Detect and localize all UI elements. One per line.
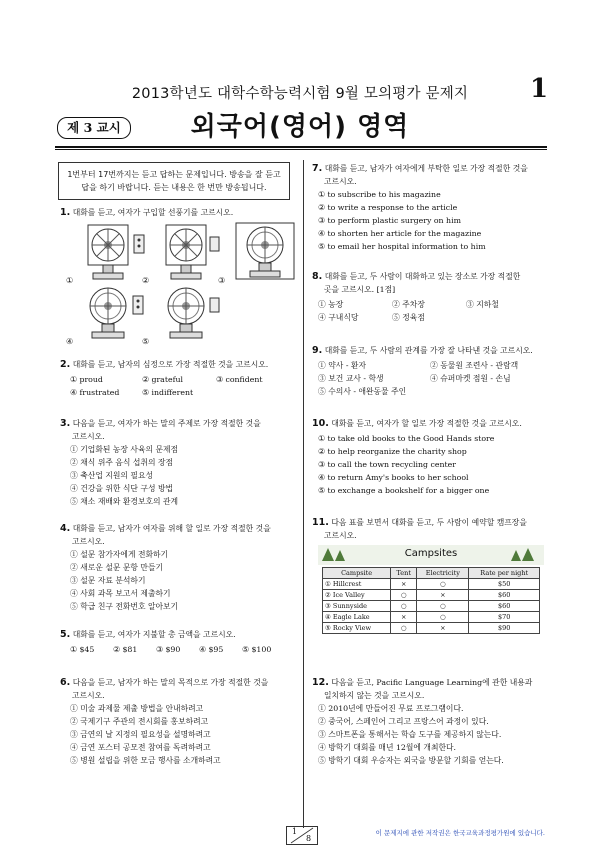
- question-text: 다음을 듣고, Pacific Language Learning에 관한 내용과: [331, 678, 533, 687]
- option-2[interactable]: ② $81: [113, 645, 138, 654]
- header-rule-thin: [55, 149, 547, 150]
- question-number: 11.: [312, 517, 329, 528]
- table-cell: $50: [469, 579, 540, 590]
- question-9: [312, 344, 552, 357]
- option-1[interactable]: ① 약사 - 환자: [318, 361, 366, 370]
- current-page: 1: [292, 827, 298, 836]
- table-cell: ○: [417, 612, 469, 623]
- table-cell: ○: [391, 623, 417, 634]
- table-cell: ×: [417, 590, 469, 601]
- table-cell: ⑤ Rocky View: [323, 623, 391, 634]
- option-5[interactable]: ⑤ to exchange a bookshelf for a bigger one: [318, 486, 490, 495]
- question-2: [60, 358, 300, 371]
- option-3[interactable]: ③ 보건 교사 - 학생: [318, 374, 384, 383]
- listening-notice: 1번부터 17번까지는 듣고 답하는 문제입니다. 방송을 잘 듣고 답을 하기 바랍니다. 듣는 내용은 한 번만 방송됩니다.: [58, 162, 290, 200]
- option-3[interactable]: ③ 스마트폰을 통해서는 학습 도구를 제공하지 않는다.: [318, 730, 502, 739]
- question-3: [60, 417, 300, 443]
- question-number: 4.: [60, 523, 71, 534]
- question-number: 5.: [60, 629, 71, 640]
- question-text: 다음을 듣고, 남자가 하는 말의 목적으로 가장 적절한 것을: [72, 678, 269, 687]
- table-row[interactable]: [323, 623, 540, 634]
- option-1[interactable]: ① to take old books to the Good Hands store: [318, 434, 495, 443]
- option-2[interactable]: ② 새로운 설문 문항 만들기: [70, 563, 164, 572]
- option-2[interactable]: ② to write a response to the article: [318, 203, 458, 212]
- column-header: Campsite: [323, 568, 391, 579]
- option-1[interactable]: ① $45: [70, 645, 95, 654]
- option-5[interactable]: ⑤ 수의사 - 애완동물 주인: [318, 387, 407, 396]
- option-2[interactable]: ② 채식 위주 음식 섭취의 장점: [70, 458, 174, 467]
- question-12: [312, 676, 552, 702]
- option-2[interactable]: ② grateful: [142, 375, 183, 384]
- question-text: 대화를 듣고, 남자가 여자에게 부탁한 일로 가장 적절한 것을: [324, 164, 528, 173]
- table-cell: $60: [469, 590, 540, 601]
- option-4[interactable]: ④ 금연 포스터 공모전 참여를 독려하려고: [70, 743, 211, 752]
- question-number: 9.: [312, 345, 323, 356]
- round-fan-image: [230, 221, 300, 283]
- copyright-notice: 이 문제지에 관한 저작권은 한국교육과정평가원에 있습니다.: [375, 829, 545, 837]
- option-label: ③: [218, 276, 226, 285]
- option-4[interactable]: ④ $95: [199, 645, 224, 654]
- column-header: Rate per night: [469, 568, 540, 579]
- period-label: 제 3 교시: [57, 117, 131, 139]
- option-4[interactable]: ④ 슈퍼마켓 점원 - 손님: [430, 374, 511, 383]
- option-5[interactable]: ⑤ 학급 친구 전화번호 알아보기: [70, 602, 179, 611]
- question-1: [60, 206, 300, 219]
- question-number: 10.: [312, 418, 329, 429]
- table-row[interactable]: [323, 601, 540, 612]
- option-5[interactable]: ⑤ to email her hospital information to him: [318, 242, 486, 251]
- campsites-table: [322, 567, 540, 634]
- option-4[interactable]: ④ 사회 과목 보고서 제출하기: [70, 589, 171, 598]
- question-text: 대화를 듣고, 남자의 심정으로 가장 적절한 것을 고르시오.: [72, 360, 269, 369]
- table-row[interactable]: [323, 590, 540, 601]
- question-text-cont: 고르시오.: [72, 537, 105, 546]
- column-header: Tent: [391, 568, 417, 579]
- question-6: [60, 676, 300, 702]
- option-1[interactable]: ① proud: [70, 375, 103, 384]
- question-11: [312, 516, 552, 542]
- table-cell: ×: [391, 579, 417, 590]
- column-header: Electricity: [417, 568, 469, 579]
- question-text: 대화를 듣고, 여자가 지불할 총 금액을 고르시오.: [72, 630, 236, 639]
- round-fan-timer-image: [78, 282, 148, 344]
- table-cell: $60: [469, 601, 540, 612]
- fan-option-1: [66, 221, 148, 287]
- option-2[interactable]: ② 동물원 조련사 - 관람객: [430, 361, 519, 370]
- option-label: ⑤: [142, 337, 150, 346]
- table-cell: ② Ice Valley: [323, 590, 391, 601]
- question-text: 대화를 듣고, 남자가 여자를 위해 할 일로 가장 적절한 것을: [72, 524, 271, 533]
- question-text-cont: 곳을 고르시오. [1점]: [324, 285, 396, 294]
- option-5[interactable]: ⑤ $100: [242, 645, 272, 654]
- table-cell: ① Hillcrest: [323, 579, 391, 590]
- question-text: 대화를 듣고, 여자가 구입할 선풍기를 고르시오.: [72, 208, 234, 217]
- table-cell: ④ Eagle Lake: [323, 612, 391, 623]
- option-4[interactable]: ④ to return Amy's books to her school: [318, 473, 469, 482]
- question-text: 다음을 듣고, 여자가 하는 말의 주제로 가장 적절한 것을: [72, 419, 261, 428]
- option-1[interactable]: ① 기업화된 농장 사육의 문제점: [70, 445, 179, 454]
- round-fan-remote-image: [154, 282, 224, 344]
- question-text: 대화를 듣고, 여자가 할 일로 가장 적절한 것을 고르시오.: [331, 419, 522, 428]
- option-5[interactable]: ⑤ indifferent: [142, 388, 194, 397]
- question-4: [60, 522, 300, 548]
- table-cell: ○: [417, 579, 469, 590]
- table-cell: ○: [391, 601, 417, 612]
- page-number: 1: [530, 74, 549, 104]
- table-row[interactable]: [323, 579, 540, 590]
- option-3[interactable]: ③ 설문 자료 분석하기: [70, 576, 146, 585]
- table-cell: ○: [417, 601, 469, 612]
- question-number: 1.: [60, 207, 71, 218]
- option-5[interactable]: ⑤ 병원 설립을 위한 모금 행사를 소개하려고: [70, 756, 221, 765]
- question-text: 대화를 듣고, 두 사람의 관계를 가장 잘 나타낸 것을 고르시오.: [324, 346, 533, 355]
- table-cell: ○: [391, 590, 417, 601]
- option-label: ①: [66, 276, 74, 285]
- fan-option-3: [218, 221, 300, 287]
- question-text-cont: 고르시오.: [72, 691, 105, 700]
- header-rule: [55, 146, 547, 148]
- exam-title: 2013학년도 대학수학능력시험 9월 모의평가 문제지: [131, 86, 469, 102]
- fan-option-4: [66, 282, 148, 348]
- question-7: [312, 162, 552, 188]
- option-2[interactable]: ② 중국어, 스페인어 그리고 프랑스어 과정이 있다.: [318, 717, 489, 726]
- option-4[interactable]: ④ 방학기 대회를 매년 12월에 개최한다.: [318, 743, 457, 752]
- question-text-cont: 일치하지 않는 것을 고르시오.: [324, 691, 425, 700]
- option-3[interactable]: ③ to call the town recycling center: [318, 460, 456, 469]
- question-text-cont: 고르시오.: [324, 531, 357, 540]
- option-3[interactable]: ③ $90: [156, 645, 181, 654]
- table-row[interactable]: [323, 612, 540, 623]
- option-2[interactable]: ② 주차장: [392, 300, 425, 309]
- option-4[interactable]: ④ to shorten her article for the magazine: [318, 229, 482, 238]
- option-2[interactable]: ② to help reorganize the charity shop: [318, 447, 467, 456]
- option-3[interactable]: ③ 금연의 날 지정의 필요성을 설명하려고: [70, 730, 211, 739]
- option-5[interactable]: ⑤ 채소 재배와 환경보호의 관계: [70, 497, 179, 506]
- question-number: 12.: [312, 677, 329, 688]
- option-3[interactable]: ③ to perform plastic surgery on him: [318, 216, 461, 225]
- option-2[interactable]: ② 국제기구 주관의 전시회를 홍보하려고: [70, 717, 209, 726]
- box-fan-timer-image: [78, 221, 148, 283]
- question-8: [312, 270, 552, 296]
- question-text: 대화를 듣고, 두 사람이 대화하고 있는 장소로 가장 적절한: [324, 272, 521, 281]
- option-1[interactable]: ① to subscribe to his magazine: [318, 190, 441, 199]
- option-5[interactable]: ⑤ 방학기 대회 우승자는 외국을 방문할 기회를 얻는다.: [318, 756, 504, 765]
- column-divider: [303, 160, 304, 828]
- option-4[interactable]: ④ 건강을 위한 식단 구성 방법: [70, 484, 174, 493]
- question-number: 7.: [312, 163, 323, 174]
- option-1[interactable]: ① 농장: [318, 300, 344, 309]
- table-title: Campsites: [404, 548, 458, 559]
- option-3[interactable]: ③ 지하철: [466, 300, 499, 309]
- fan-option-5: [142, 282, 224, 348]
- option-1[interactable]: ① 2010년에 만들어진 무료 프로그램이다.: [318, 704, 464, 713]
- page-indicator: [286, 826, 318, 845]
- fan-option-2: [142, 221, 224, 287]
- option-3[interactable]: ③ 축산업 지원의 필요성: [70, 471, 154, 480]
- question-text: 다음 표를 보면서 대화를 듣고, 두 사람이 예약할 캠프장을: [331, 518, 527, 527]
- option-3[interactable]: ③ confident: [216, 375, 263, 384]
- option-4[interactable]: ④ 구내식당: [318, 313, 359, 322]
- table-cell: ×: [417, 623, 469, 634]
- campsites-banner: [318, 545, 544, 565]
- option-label: ②: [142, 276, 150, 285]
- question-number: 6.: [60, 677, 71, 688]
- question-text-cont: 고르시오.: [324, 177, 357, 186]
- question-10: [312, 417, 552, 430]
- box-fan-image: [154, 221, 224, 283]
- total-pages: 8: [306, 834, 312, 843]
- table-cell: $90: [469, 623, 540, 634]
- question-text-cont: 고르시오.: [72, 432, 105, 441]
- option-1[interactable]: ① 미술 과제물 제출 방법을 안내하려고: [70, 704, 204, 713]
- question-5: [60, 628, 300, 641]
- subject-title: 외국어(영어) 영역: [190, 112, 410, 142]
- question-number: 3.: [60, 418, 71, 429]
- table-cell: ×: [391, 612, 417, 623]
- option-4[interactable]: ④ frustrated: [70, 388, 120, 397]
- option-5[interactable]: ⑤ 정육점: [392, 313, 425, 322]
- question-number: 8.: [312, 271, 323, 282]
- table-cell: ③ Sunnyside: [323, 601, 391, 612]
- question-number: 2.: [60, 359, 71, 370]
- option-label: ④: [66, 337, 74, 346]
- option-1[interactable]: ① 설문 참가자에게 전화하기: [70, 550, 169, 559]
- table-cell: $70: [469, 612, 540, 623]
